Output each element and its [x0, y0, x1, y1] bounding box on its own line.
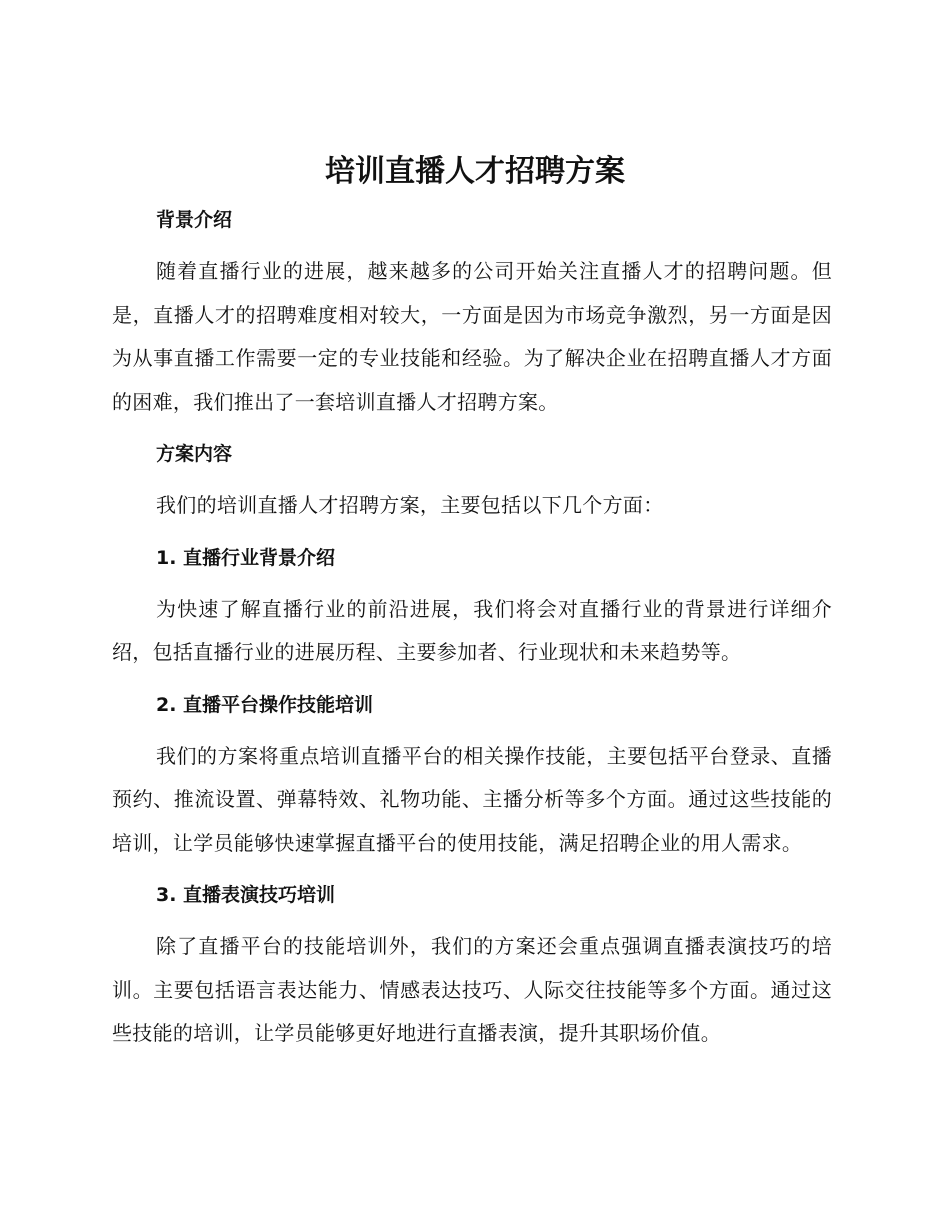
section-heading: 3. 直播表演技巧培训 — [156, 884, 336, 906]
section-paragraph: 除了直播平台的技能培训外，我们的方案还会重点强调直播表演技巧的培训。主要包括语言表达能力、情感表达技巧、人际交往技能等多个方面。通过这些技能的培训，让学员能够更好地进行直播表演，提升其职场价值。 — [112, 934, 832, 1045]
section-heading: 2. 直播平台操作技能培训 — [156, 693, 374, 716]
section-item-3 — [112, 877, 832, 1056]
section-paragraph: 我们的方案将重点培训直播平台的相关操作技能，主要包括平台登录、直播预约、推流设置、弹幕特效、礼物功能、主播分析等多个方面。通过这些技能的培训，让学员能够快速掌握直播平台的使用技能，满足招聘企业的用人需求。 — [112, 743, 832, 855]
section-plan — [112, 436, 832, 540]
section-item-2 — [112, 687, 832, 878]
section-heading: 背景介绍 — [156, 209, 233, 231]
section-paragraph: 为快速了解直播行业的前沿进展，我们将会对直播行业的背景进行详细介绍，包括直播行业的进展历程、主要参加者、行业现状和未来趋势等。 — [112, 596, 832, 664]
section-heading: 1. 直播行业背景介绍 — [156, 546, 336, 569]
section-item-1 — [112, 540, 832, 687]
section-paragraph: 我们的培训直播人才招聘方案，主要包括以下几个方面： — [156, 493, 664, 517]
document-body — [112, 202, 832, 1056]
section-paragraph: 随着直播行业的进展，越来越多的公司开始关注直播人才的招聘问题。但是，直播人才的招聘难度相对较大，一方面是因为市场竞争激烈，另一方面是因为从事直播工作需要一定的专业技能和经验。为了解决企业在招聘直播人才方面的困难，我们推出了一套培训直播人才招聘方案。 — [112, 259, 832, 414]
section-background — [112, 202, 832, 436]
document-title: 培训直播人才招聘方案 — [325, 154, 625, 189]
section-heading: 方案内容 — [156, 443, 233, 465]
